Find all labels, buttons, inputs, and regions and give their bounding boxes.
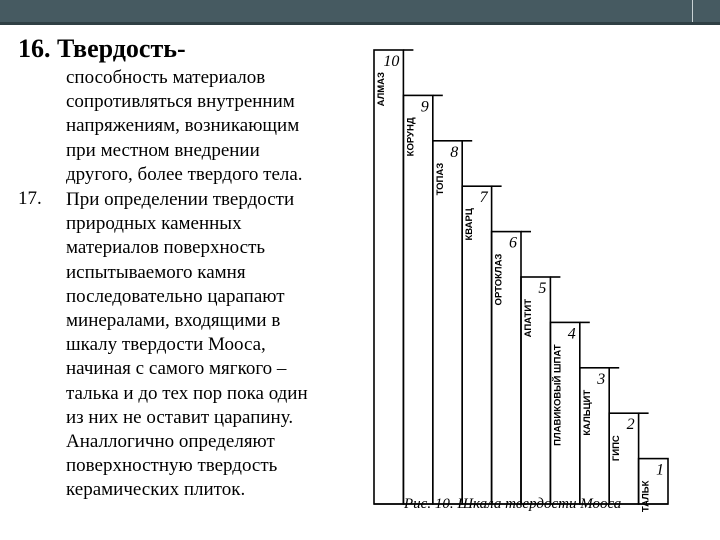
mineral-bar	[374, 50, 403, 504]
hardness-number: 6	[509, 234, 517, 252]
mineral-name: ОРТОКЛАЗ	[493, 253, 505, 306]
hardness-number: 7	[479, 189, 488, 207]
hardness-number: 4	[567, 325, 576, 343]
mineral-name: АЛМАЗ	[376, 72, 387, 107]
definition-line: способность материалов	[66, 67, 266, 88]
mineral-name: ГИПС	[611, 435, 623, 462]
heading-title: Твердость-	[57, 34, 186, 63]
slide-top-strip	[0, 22, 720, 25]
mineral-name: КАЛЬЦИТ	[581, 389, 593, 436]
mohs-scale-figure	[360, 42, 690, 512]
mineral-step	[433, 141, 472, 504]
procedure-line: последовательно царапают	[66, 285, 285, 307]
hardness-number: 5	[538, 280, 547, 297]
mineral-name: ТОПАЗ	[434, 162, 446, 196]
procedure-paragraph	[66, 188, 366, 503]
procedure-line: шкалу твердости Мооса,	[66, 334, 266, 356]
hardness-number: 10	[383, 53, 400, 70]
hardness-number: 1	[656, 461, 664, 479]
slide-top-bar	[0, 0, 720, 22]
mineral-step	[403, 95, 442, 504]
procedure-line: начиная с самого мягкого –	[66, 358, 287, 380]
procedure-line: испытываемого камня	[66, 261, 246, 283]
definition-line: сопротивляться внутренним	[66, 91, 295, 113]
mineral-step	[492, 232, 531, 504]
figure-caption: Рис. 10. Шкала твердости Мооса	[404, 496, 622, 512]
definition-line: напряжениям, возникающим	[66, 115, 300, 137]
mineral-name: АПАТИТ	[523, 299, 534, 338]
mineral-step	[462, 186, 501, 504]
mineral-name: КВАРЦ	[464, 208, 476, 241]
slide-heading	[18, 34, 186, 64]
mineral-name: КОРУНД	[405, 117, 417, 157]
procedure-line: минералами, входящими в	[66, 310, 281, 332]
mineral-name: ПЛАВИКОВЫЙ ШПАТ	[552, 344, 564, 446]
hardness-number: 9	[420, 98, 429, 116]
mineral-name: ТАЛЬК	[640, 480, 652, 512]
hardness-number: 2	[626, 416, 635, 434]
hardness-number: 3	[597, 370, 606, 388]
definition-line: другого, более твердого тела.	[66, 163, 303, 185]
procedure-line: материалов поверхность	[66, 237, 266, 259]
item-17-number: 17.	[18, 188, 42, 209]
heading-number: 16.	[18, 34, 51, 63]
procedure-line: поверхностную твердость	[66, 455, 278, 477]
top-bar-divider	[692, 0, 693, 22]
procedure-line: природных каменных	[66, 213, 242, 235]
definition-line: при местном внедрении	[66, 139, 260, 161]
procedure-line: Аналлогично определяют	[66, 431, 275, 453]
procedure-line: из них не оставит царапину.	[66, 406, 294, 428]
procedure-line: керамических плиток.	[66, 479, 246, 501]
hardness-number: 8	[450, 143, 459, 161]
procedure-line: При определении твердости	[66, 189, 295, 210]
procedure-line: талька и до тех пор пока один	[66, 382, 308, 404]
definition-paragraph	[66, 66, 366, 187]
